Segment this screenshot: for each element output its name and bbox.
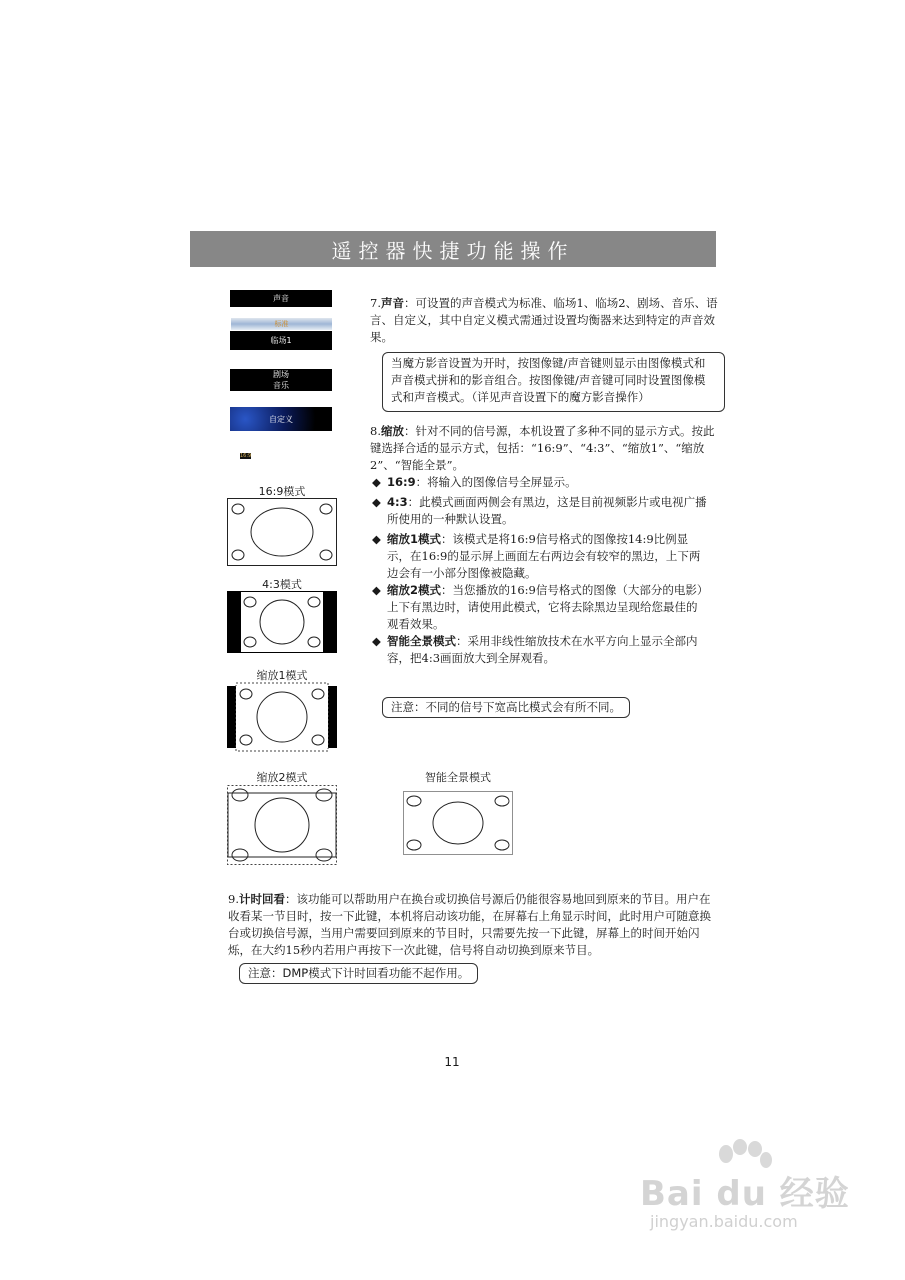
- section-7-note: [382, 352, 725, 412]
- section-8-note-text: 注意：不同的信号下宽高比模式会有所不同。: [391, 700, 621, 714]
- watermark-brand: Bai du 经验: [640, 1174, 850, 1214]
- diamond-bullet-icon: ◆: [372, 495, 381, 509]
- figure-label-16-9: 16:9模式: [258, 485, 306, 498]
- figure-label-zoom1: 缩放1模式: [256, 669, 308, 682]
- bullet-text: ：该模式是将16:9信号格式的图像按14:9比例显示，在16:9的显示屏上画面左右两边会有较窄的黑边，上下两边会有一小部分图像被隐藏。: [387, 532, 701, 580]
- section-9-note: [239, 963, 478, 984]
- osd-item-live1: 临场1: [270, 336, 292, 345]
- section-8-text: [370, 423, 720, 474]
- figure-zoom1-diagram: [227, 683, 337, 751]
- section-9-body: ：该功能可以帮助用户在换台或切换信号源后仍能很容易地回到原来的节目。用户在收看某一节目时，按一下此键，本机将启动该功能，在屏幕右上角显示时间，此时用户可随意换台或切换信号源，当用户需要回到原来的节目时，只需要先按一下此键，屏幕上的时间开始闪烁，在大约15秒内若用户再按下一次此键，信号将自动切换到原来节目。: [228, 892, 711, 957]
- section-9-number: 9.: [228, 892, 239, 906]
- figure-4-3-diagram: [227, 591, 337, 653]
- section-7-heading: 声音: [380, 296, 404, 310]
- osd-item-sound: 声音: [273, 294, 289, 303]
- section-8-note: [382, 697, 630, 718]
- osd-item-custom: 自定义: [269, 414, 293, 424]
- section-9-text: [228, 891, 716, 959]
- section-8-heading: 缩放: [380, 424, 404, 438]
- osd-menu-custom: [230, 407, 332, 431]
- bullet-text: ：采用非线性缩放技术在水平方向上显示全部内容，把4:3画面放大到全屏观看。: [387, 634, 698, 665]
- bullet-text: ：此模式画面两侧会有黑边，这是目前视频影片或电视广播所使用的一种默认设置。: [387, 495, 707, 526]
- section-9-note-text: 注意：DMP模式下计时回看功能不起作用。: [248, 966, 470, 980]
- osd-menu-live: [230, 331, 332, 350]
- bullet-text: ：将输入的图像信号全屏显示。: [415, 475, 577, 489]
- figure-16-9-diagram: [227, 498, 337, 566]
- diamond-bullet-icon: ◆: [372, 583, 381, 597]
- section-7-body: ：可设置的声音模式为标准、临场1、临场2、剧场、音乐、语言、自定义，其中自定义模式需通过设置均衡器来达到特定的声音效果。: [370, 296, 718, 344]
- small-aspect-tag: 16:9: [240, 453, 252, 459]
- page-title: 遥控器快捷功能操作: [190, 231, 716, 267]
- watermark-url: jingyan.baidu.com: [650, 1212, 798, 1231]
- section-7-text: [370, 295, 720, 346]
- bullet-label: 4:3: [387, 495, 408, 509]
- osd-highlight-bar: [231, 318, 332, 330]
- osd-menu-sound-title: [230, 290, 332, 307]
- figure-label-4-3: 4:3模式: [262, 578, 302, 591]
- osd-item-music: 音乐: [273, 381, 289, 390]
- bullet-label: 缩放1模式: [387, 532, 442, 546]
- osd-menu-theater-music: [230, 369, 332, 391]
- diamond-bullet-icon: ◆: [372, 634, 381, 648]
- section-7-note-text: 当魔方影音设置为开时，按图像键/声音键则显示由图像模式和声音模式拼和的影音组合。按图像键/声音键可同时设置图像模式和声音模式。（详见声音设置下的魔方影音操作）: [391, 356, 706, 404]
- bullet-text: ：当您播放的16:9信号格式的图像（大部分的电影）上下有黑边时，请使用此模式，它将去除黑边呈现给您最佳的观看效果。: [387, 583, 703, 631]
- figure-smart-panorama-diagram: [403, 791, 513, 855]
- diamond-bullet-icon: ◆: [372, 475, 381, 489]
- section-9-heading: 计时回看: [238, 892, 285, 906]
- osd-item-standard: 标准: [274, 320, 289, 328]
- section-7-number: 7.: [370, 296, 381, 310]
- bullet-label: 智能全景模式: [387, 634, 456, 648]
- osd-item-theater: 剧场: [273, 370, 289, 379]
- page-number: 11: [444, 1055, 460, 1069]
- section-8-body: ：针对不同的信号源，本机设置了多种不同的显示方式。按此键选择合适的显示方式，包括：“16:9”、“4:3”、“缩放1”、“缩放2”、“智能全景”。: [370, 424, 715, 472]
- bullet-label: 缩放2模式: [387, 583, 442, 597]
- diamond-bullet-icon: ◆: [372, 532, 381, 546]
- figure-label-smart-panorama: 智能全景模式: [425, 771, 491, 784]
- figure-zoom2-diagram: [227, 785, 337, 865]
- bullet-label: 16:9: [387, 475, 416, 489]
- section-8-number: 8.: [370, 424, 381, 438]
- figure-label-zoom2: 缩放2模式: [256, 771, 308, 784]
